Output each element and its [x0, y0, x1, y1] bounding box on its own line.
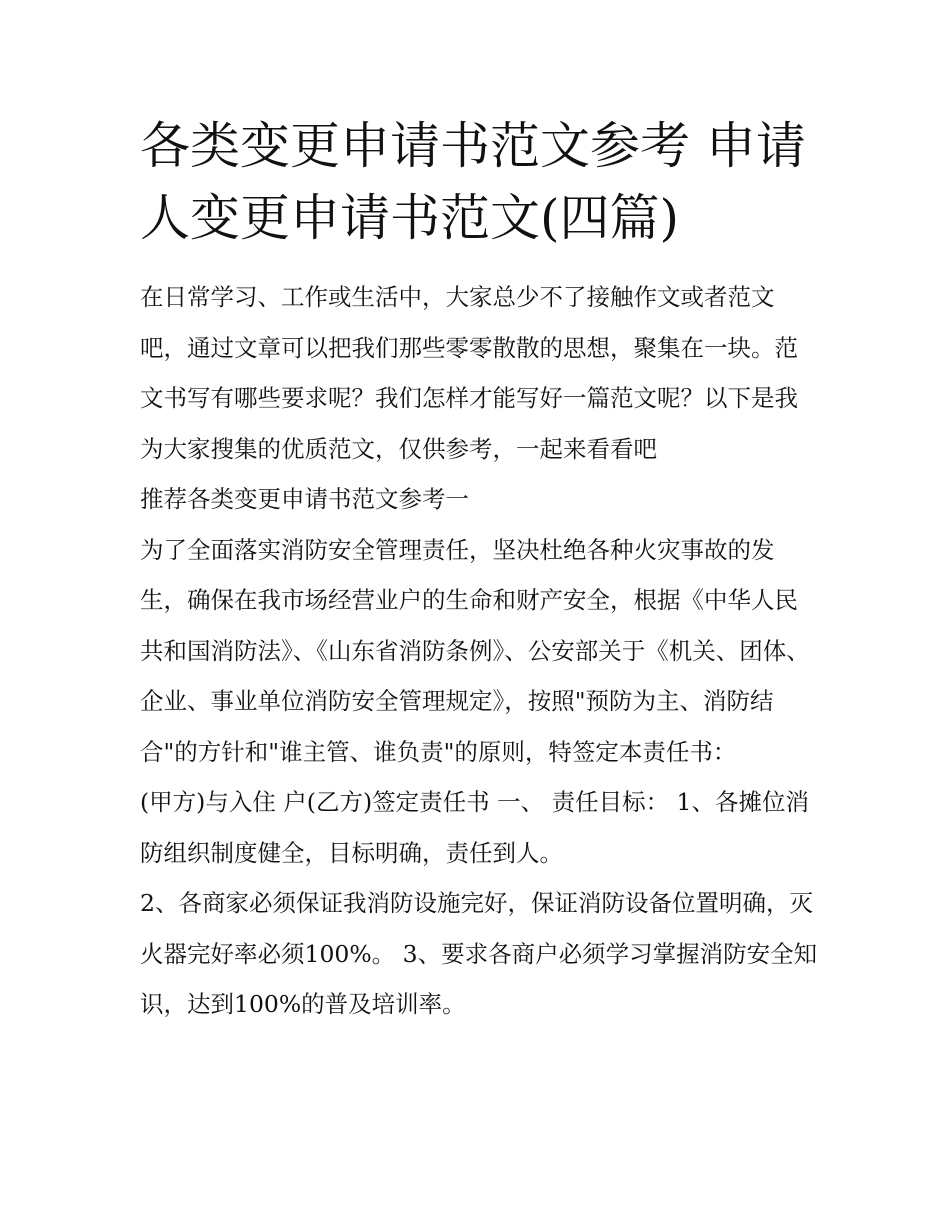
- title-spacer: [140, 254, 820, 272]
- intro-paragraph: 在日常学习、工作或生活中，大家总少不了接触作文或者范文吧，通过文章可以把我们那些零零散散的思想，聚集在一块。范文书写有哪些要求呢？我们怎样才能写好一篇范文呢？以下是我为大家搜集的优质范文，仅供参考，一起来看看吧: [140, 283, 798, 463]
- section-heading: 推荐各类变更申请书范文参考一: [140, 485, 469, 513]
- body-paragraph: (甲方)与入住 户(乙方)签定责任书 一、 责任目标： 1、各摊位消防组织制度健全，目标明确，责任到人。: [140, 788, 810, 867]
- document-page: [140, 110, 820, 1030]
- body-paragraph: 为了全面落实消防安全管理责任，坚决杜绝各种火灾事故的发生，确保在我市场经营业户的生命和财产安全，根据《中华人民共和国消防法》、《山东省消防条例》、公安部关于《机关、团体、企业、事业单位消防安全管理规定》，按照"预防为主、消防结合"的方针和"谁主管、谁负责"的原则，特签定本责任书：: [140, 535, 810, 766]
- document-title: 各类变更申请书范文参考 申请人变更申请书范文(四篇): [140, 117, 806, 247]
- body-paragraph: 2、各商家必须保证我消防设施完好，保证消防设备位置明确，灭火器完好率必须100%。 3、要求各商户必须学习掌握消防安全知识，达到100%的普及培训率。: [140, 889, 818, 1018]
